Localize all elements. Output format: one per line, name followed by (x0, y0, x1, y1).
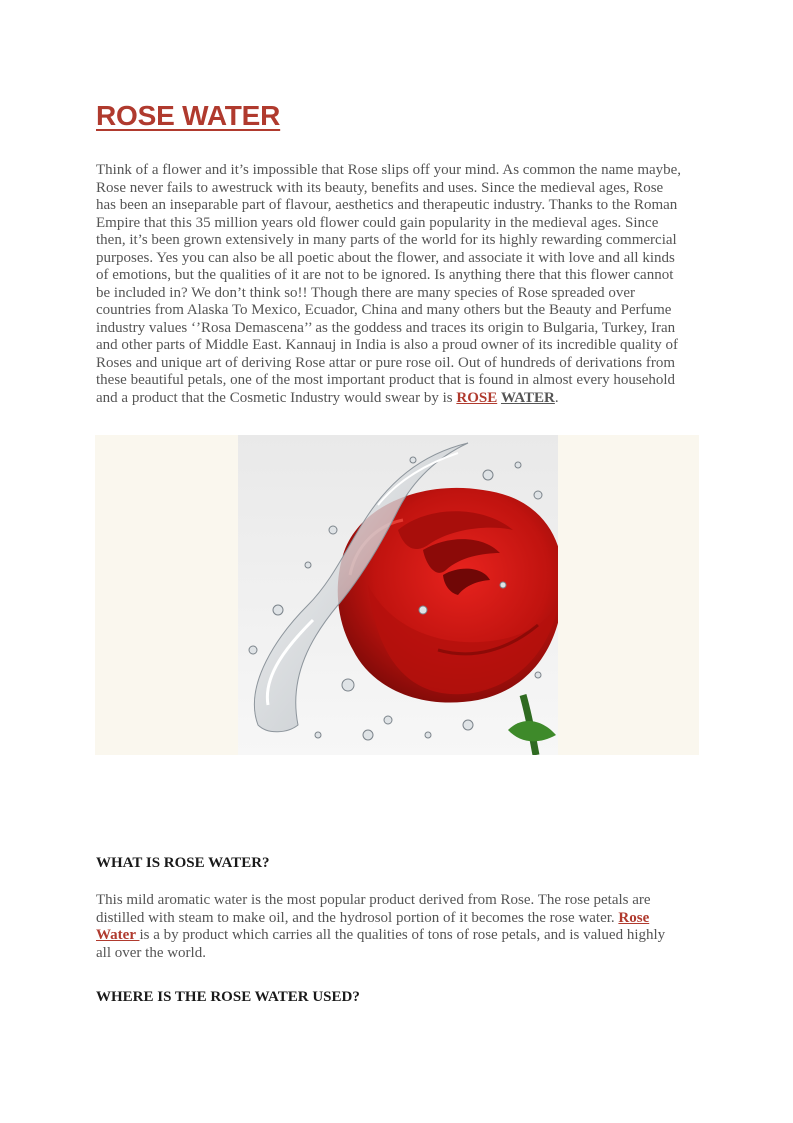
line-text: . (554, 389, 559, 406)
paragraph-line: be included in? We don’t think so!! Though there are many species of Rose spreaded over (96, 284, 636, 301)
line-text: and a product that the Cosmetic Industry would swear by is (96, 389, 457, 406)
paragraph-line: these beautiful petals, one of the most important product that is found in almost every household (96, 372, 676, 388)
section-heading-what: WHAT IS ROSE WATER? (96, 855, 270, 871)
intro-paragraph (96, 162, 696, 407)
paragraph-line (96, 927, 696, 945)
line-text: distilled with steam to make oil, and the hydrosol portion of it becomes the rose water. (96, 909, 619, 926)
what-paragraph (96, 892, 696, 962)
paragraph-line (96, 910, 696, 928)
paragraph-line: has been an inseparable part of flavour, aesthetics and therapeutic industry. Thanks to the Roman (96, 197, 678, 213)
paragraph-line: all over the world. (96, 944, 206, 961)
line-text: is a by product which carries all the qualities of tons of rose petals, and is valued highly (139, 927, 666, 943)
image-band (95, 435, 699, 755)
paragraph-line: Roses and unique art of deriving Rose attar or pure rose oil. Out of hundreds of derivations from (96, 354, 676, 371)
paragraph-line: and other parts of Middle East. Kannauj in India is also a proud owner of its incredible quality of (96, 337, 678, 353)
paragraph-line: Think of a flower and it’s impossible that Rose slips off your mind. As common the name maybe, (96, 162, 682, 178)
paragraph-line: purposes. Yes you can also be all poetic about the flower, and associate it with love and all kinds (96, 249, 675, 266)
paragraph-line: then, it’s been grown extensively in many parts of the world for its highly rewarding commercial (96, 232, 677, 248)
paragraph-line: Rose never fails to awestruck with its beauty, benefits and uses. Since the medieval ages, Rose (96, 179, 664, 196)
paragraph-line: industry values ‘’Rosa Demascena’’ as the goddess and traces its origin to Bulgaria, Turkey, Iran (96, 319, 676, 336)
paragraph-line: Empire that this 35 million years old flower could gain popularity in the medieval ages. Since (96, 214, 659, 231)
section-heading-where: WHERE IS THE ROSE WATER USED? (96, 989, 360, 1005)
document-title: ROSE WATER (96, 100, 281, 131)
rose-link[interactable]: ROSE (456, 389, 498, 406)
paragraph-line: This mild aromatic water is the most popular product derived from Rose. The rose petals are (96, 892, 651, 908)
rose-water-link-cont[interactable]: Water (96, 927, 140, 943)
paragraph-line-last (96, 390, 696, 408)
paragraph-line: of emotions, but the qualities of it are not to be ignored. Is anything there that this flower cannot (96, 267, 674, 283)
paragraph-line: countries from Alaska To Mexico, Ecuador, China and many others but the Beauty and Perfume (96, 302, 672, 318)
water-link[interactable]: WATER (500, 389, 555, 406)
rose-water-splash-image (238, 435, 558, 755)
rose-water-link[interactable]: Rose (618, 909, 650, 926)
